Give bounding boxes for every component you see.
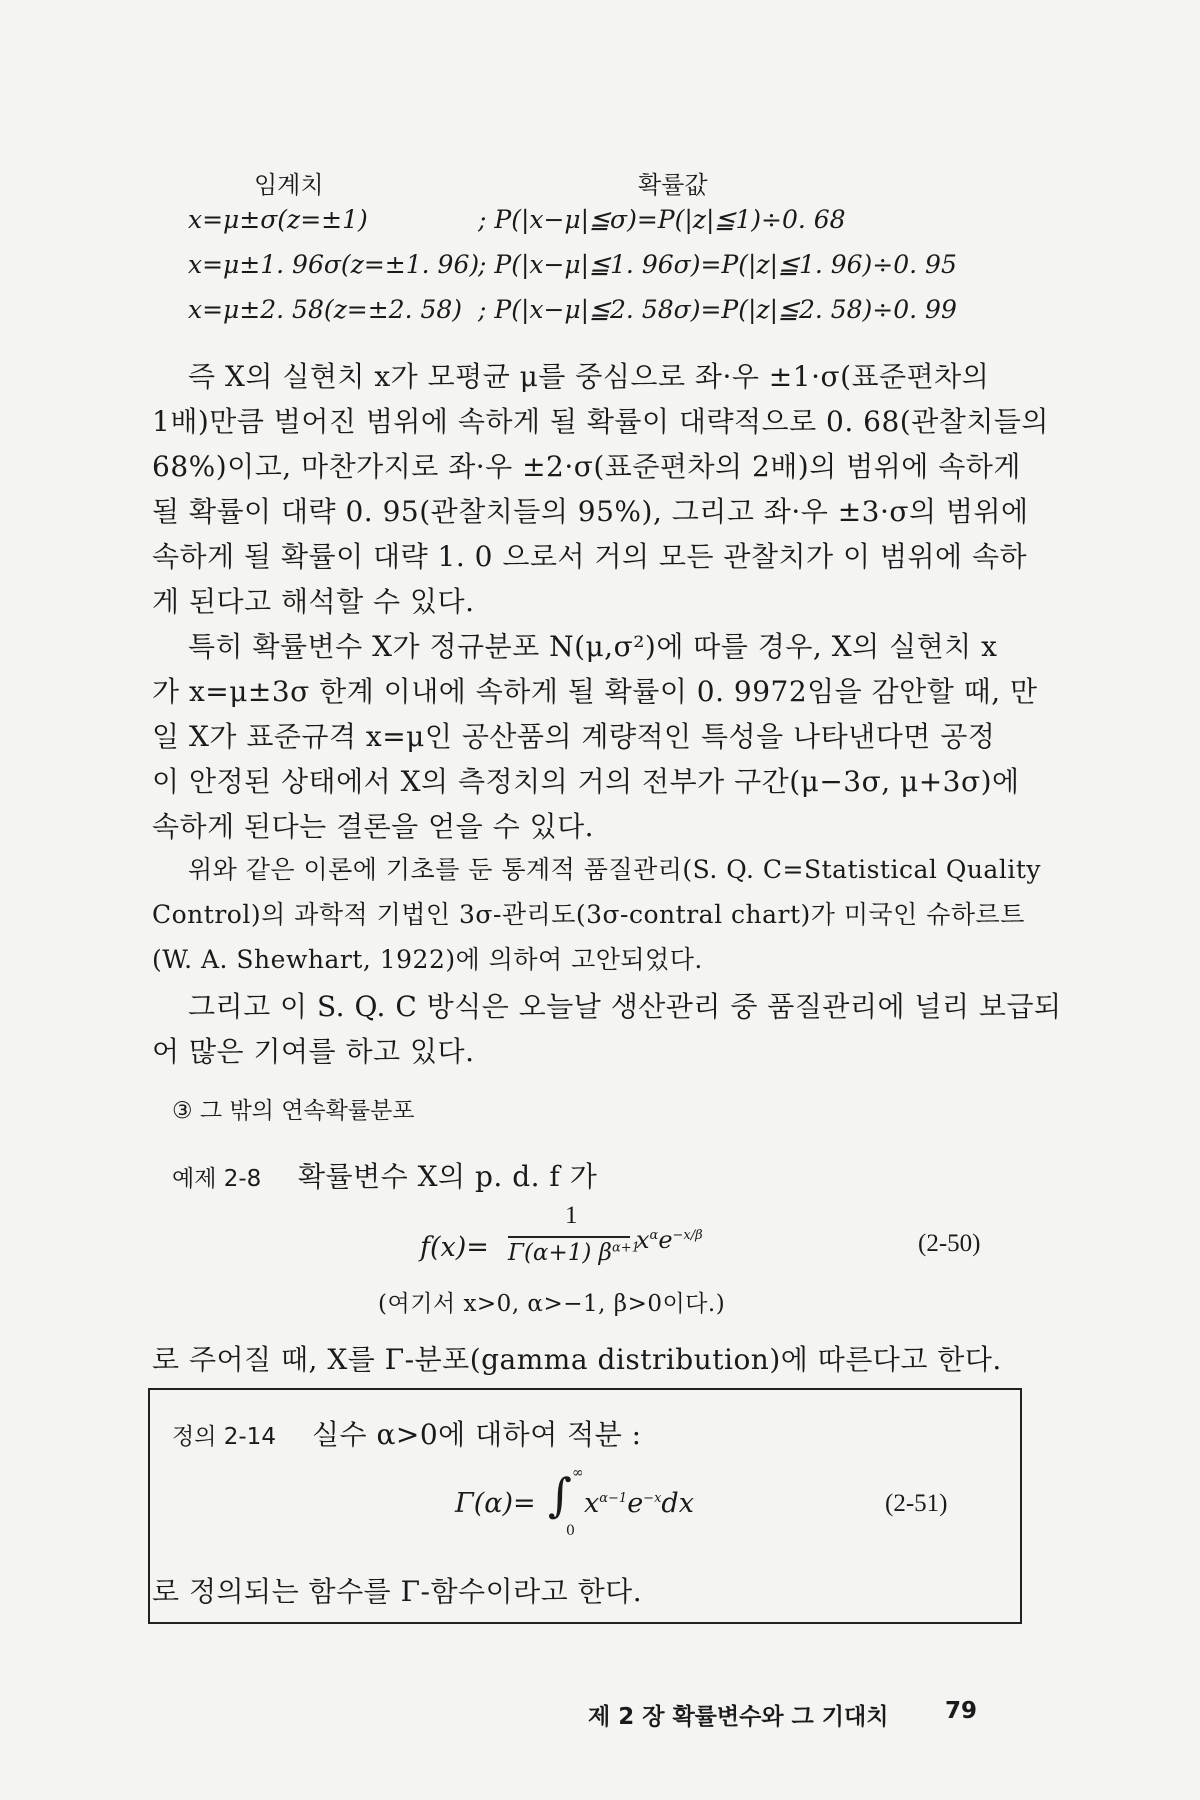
- fraction-numerator: 1: [565, 1202, 578, 1229]
- definition-label: 정의 2-14: [172, 1424, 276, 1450]
- definition-after: 로 정의되는 함수를 Γ-함수이라고 한다.: [152, 1575, 643, 1608]
- chapter-title: 제 2 장 확률변수와 그 기대치: [588, 1704, 889, 1730]
- paragraph-line: 로 주어질 때, X를 Γ-분포(gamma distribution)에 따른다고 한다.: [152, 1343, 1002, 1376]
- probability-row-2: ; P(|x−μ|≦1. 96σ)=P(|z|≦1. 96)÷0. 95: [478, 250, 957, 279]
- paragraph-line: (W. A. Shewhart, 1922)에 의하여 고안되었다.: [152, 945, 703, 974]
- paragraph-line: 68%)이고, 마찬가지로 좌·우 ±2·σ(표준편차의 2배)의 범위에 속하게: [152, 450, 1021, 483]
- paragraph-line: 속하게 될 확률이 대략 1. 0 으로서 거의 모든 관찰치가 이 범위에 속하: [152, 540, 1028, 573]
- paragraph-line: 가 x=μ±3σ 한계 이내에 속하게 될 확률이 0. 9972임을 감안할 때, 만: [152, 675, 1038, 708]
- fraction-bar: [508, 1236, 630, 1238]
- paragraph-line: Control)의 과학적 기법인 3σ-관리도(3σ-contral chart)가 미국인 슈하르트: [152, 900, 1025, 929]
- probability-row-1: ; P(|x−μ|≦σ)=P(|z|≦1)÷0. 68: [478, 205, 846, 234]
- definition-equation-number: (2-51): [885, 1490, 948, 1517]
- equation-tail: $x^\alpha e^{-x/\beta}$: [636, 1226, 703, 1254]
- paragraph-line: 일 X가 표준규격 x=μ인 공산품의 계량적인 특성을 나타낸다면 공정: [152, 720, 996, 753]
- integral-lower-limit: 0: [566, 1523, 575, 1539]
- probability-row-3: ; P(|x−μ|≦2. 58σ)=P(|z|≦2. 58)÷0. 99: [478, 295, 957, 324]
- example-text: 확률변수 X의 p. d. f 가: [298, 1160, 598, 1193]
- probability-header: 확률값: [638, 171, 708, 199]
- critical-row-3: x=μ±2. 58(z=±2. 58): [188, 295, 463, 324]
- paragraph-line: 속하게 된다는 결론을 얻을 수 있다.: [152, 810, 595, 843]
- integral-sign: ∫: [548, 1468, 572, 1522]
- section-heading: ③ 그 밖의 연속확률분포: [172, 1098, 415, 1124]
- paragraph-line: 게 된다고 해석할 수 있다.: [152, 585, 475, 618]
- equation-lhs: f(x)=: [420, 1232, 489, 1263]
- equation-number: (2-50): [918, 1230, 981, 1257]
- page-number: 79: [945, 1698, 978, 1724]
- integral-upper-limit: ∞: [572, 1465, 584, 1481]
- paragraph-line: 될 확률이 대략 0. 95(관찰치들의 95%), 그리고 좌·우 ±3·σ의 범위에: [152, 495, 1029, 528]
- paragraph-line: 위와 같은 이론에 기초를 둔 통계적 품질관리(S. Q. C=Statistical Quality: [188, 855, 1041, 884]
- critical-value-header: 임계치: [254, 171, 324, 199]
- example-label: 예제 2-8: [172, 1166, 262, 1192]
- gamma-function-lhs: Γ(α)=: [455, 1488, 536, 1519]
- paragraph-line: 이 안정된 상태에서 X의 측정치의 거의 전부가 구간(μ−3σ, μ+3σ)에: [152, 765, 1020, 798]
- critical-row-1: x=μ±σ(z=±1): [188, 205, 368, 234]
- paragraph-line: 1배)만큼 벌어진 범위에 속하게 될 확률이 대략적으로 0. 68(관찰치들의: [152, 405, 1049, 438]
- fraction-denominator: Γ(α+1) $\beta^{\alpha+1}$: [508, 1240, 640, 1266]
- definition-text: 실수 α>0에 대하여 적분 :: [312, 1418, 642, 1451]
- paragraph-line: 즉 X의 실현치 x가 모평균 μ를 중심으로 좌·우 ±1·σ(표준편차의: [188, 360, 990, 393]
- paragraph-line: 어 많은 기여를 하고 있다.: [152, 1035, 475, 1068]
- critical-row-2: x=μ±1. 96σ(z=±1. 96): [188, 250, 480, 279]
- paragraph-line: 특히 확률변수 X가 정규분포 N(μ,σ²)에 따를 경우, X의 실현치 x: [188, 630, 998, 663]
- paragraph-line: 그리고 이 S. Q. C 방식은 오늘날 생산관리 중 품질관리에 널리 보급되: [188, 990, 1062, 1023]
- equation-condition: (여기서 x>0, α>−1, β>0이다.): [378, 1291, 726, 1317]
- integrand: $x^{\alpha-1}e^{-x}dx$: [584, 1488, 694, 1519]
